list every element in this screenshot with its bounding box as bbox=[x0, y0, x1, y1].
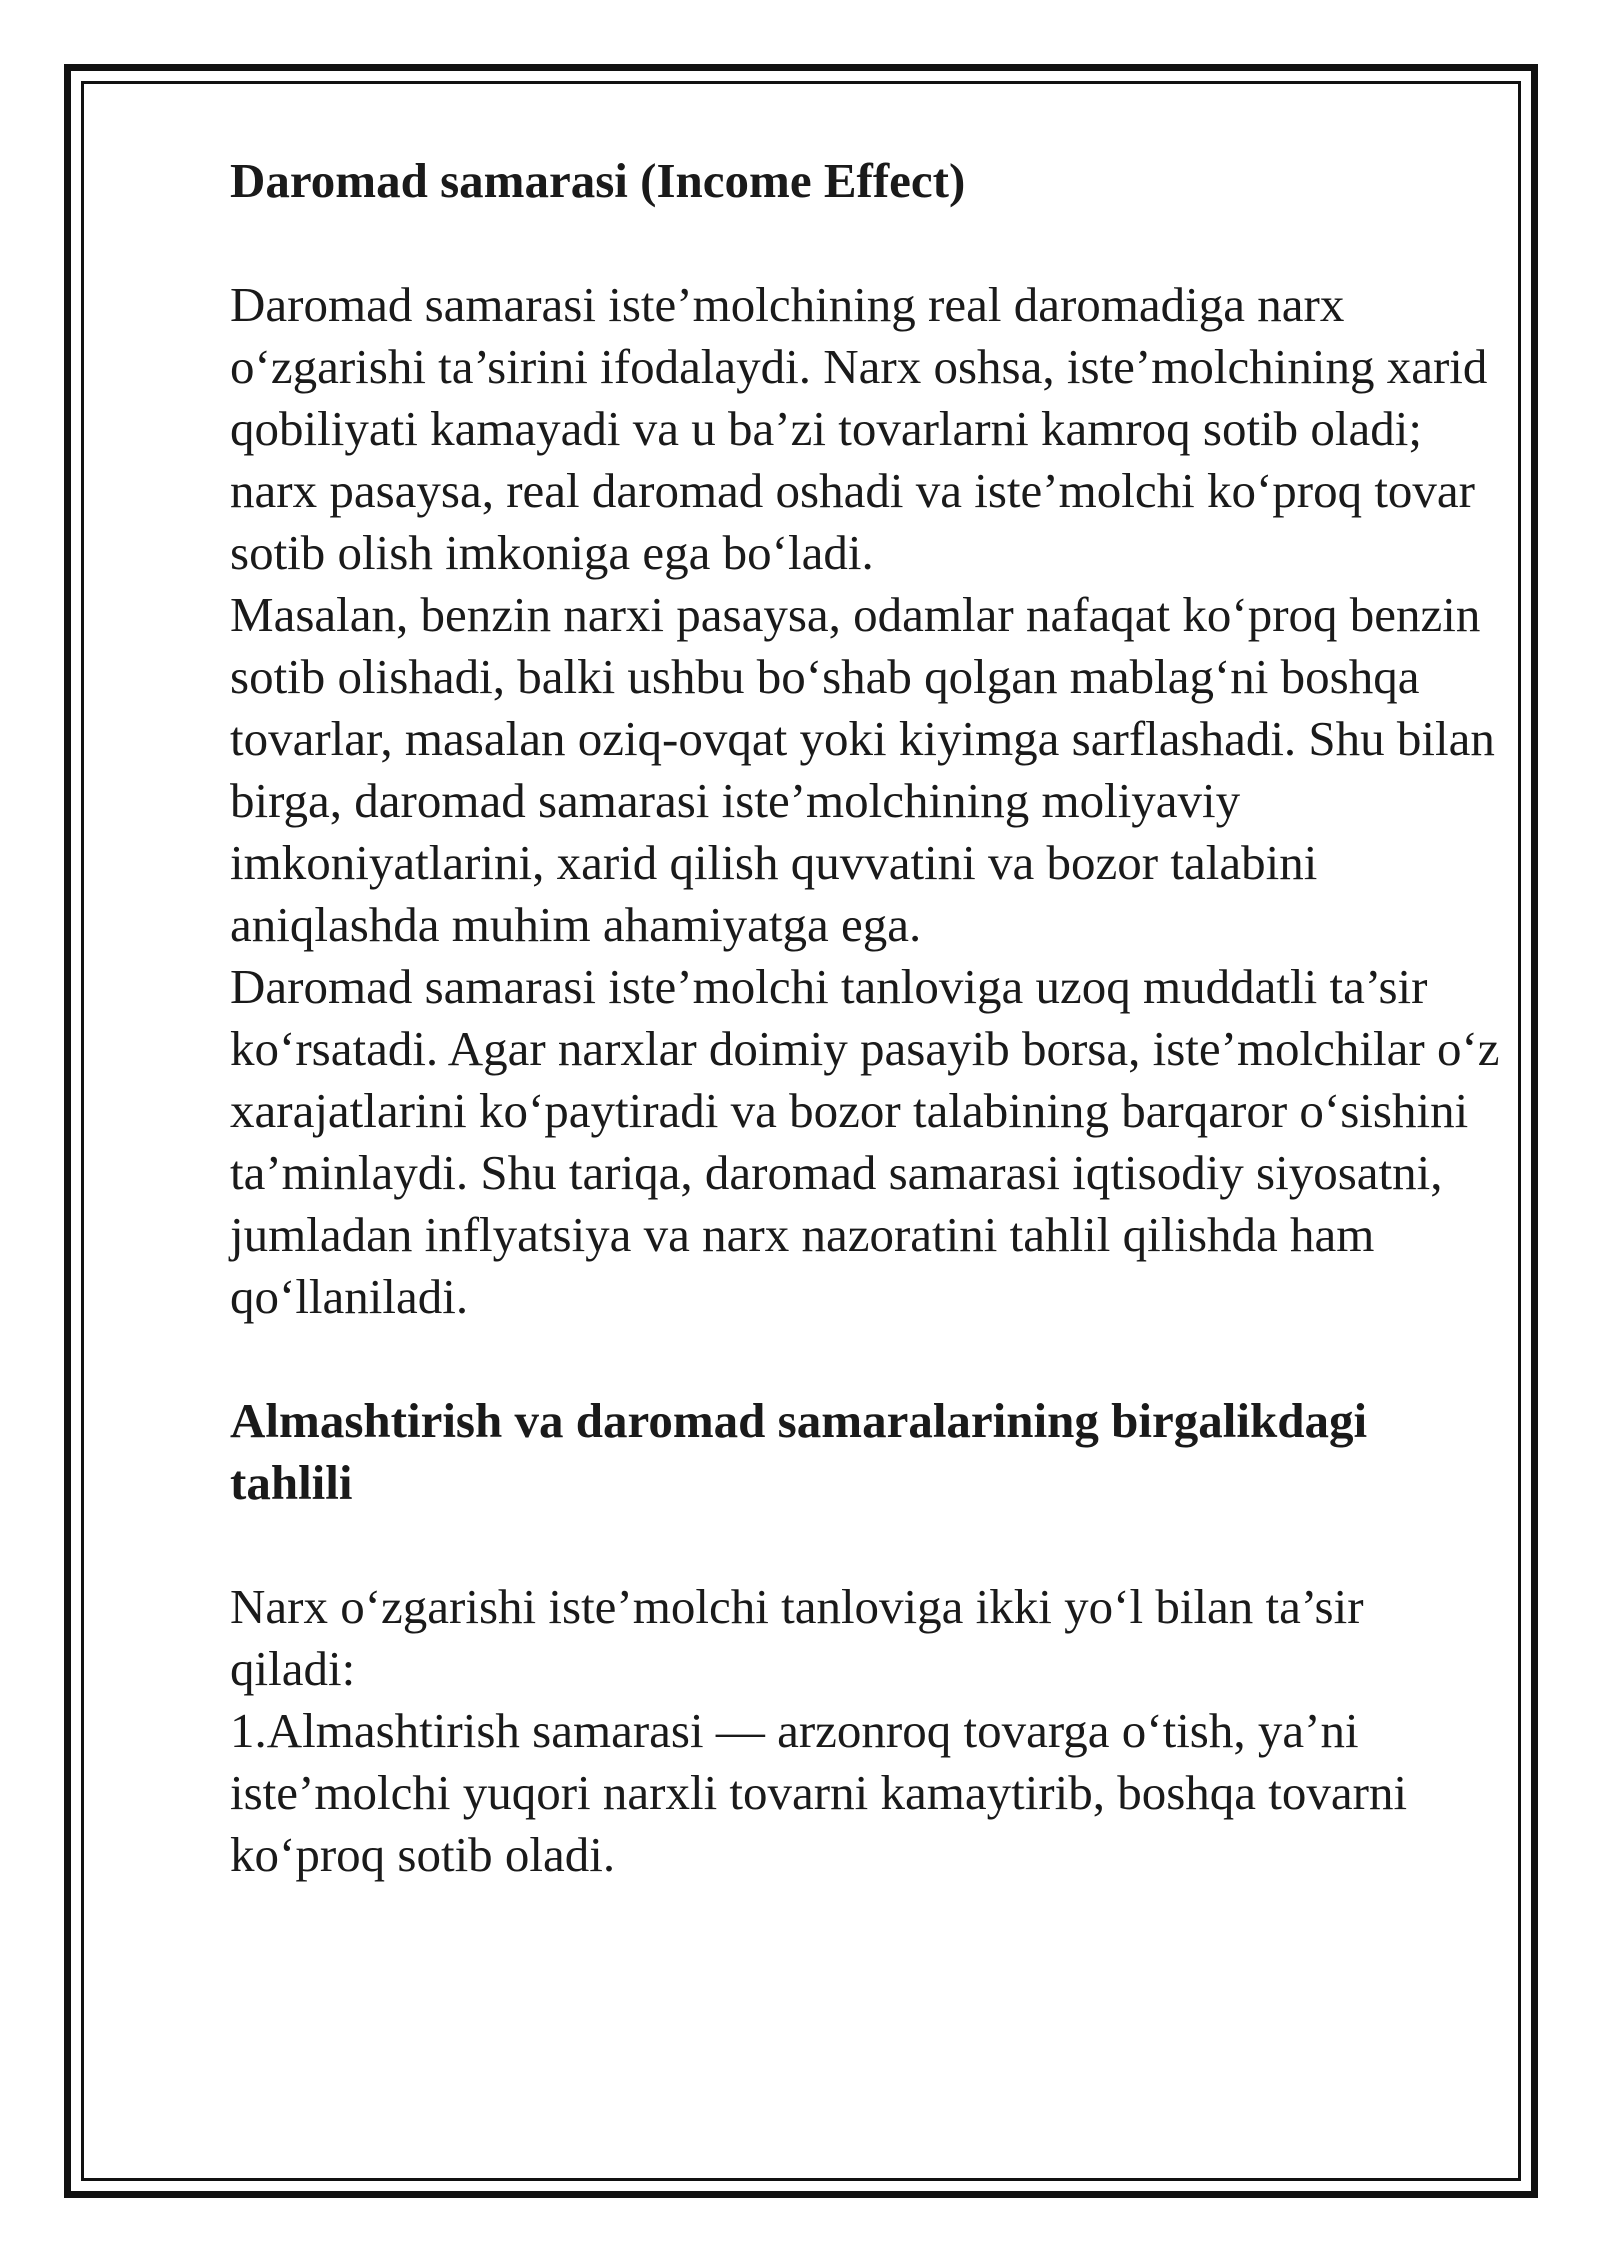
spacer bbox=[230, 1514, 1500, 1576]
paragraph-income-example: Masalan, benzin narxi pasaysa, odamlar nafaqat ko‘proq benzin sotib olishadi, balki ushbu bo‘shab qolgan mablag‘ni boshqa tovarlar, masalan oziq-ovqat yoki kiyimga sarflashadi. Shu bilan birga, daromad samarasi iste’molchining moliyaviy imkoniyatlarini, xarid qilish quvvatini va bozor talabini aniqlashda muhim ahamiyatga ega. bbox=[230, 587, 1495, 952]
document-body bbox=[230, 150, 1500, 1886]
paragraph-substitution-effect: 1.Almashtirish samarasi — arzonroq tovarga o‘tish, ya’ni iste’molchi yuqori narxli tovarni kamaytirib, boshqa tovarni ko‘proq sotib oladi. bbox=[230, 1703, 1408, 1882]
spacer bbox=[230, 1328, 1500, 1390]
spacer bbox=[230, 212, 1500, 274]
paragraph-income-long-term: Daromad samarasi iste’molchi tanloviga uzoq muddatli ta’sir ko‘rsatadi. Agar narxlar doimiy pasayib borsa, iste’molchilar o‘z xarajatlarini ko‘paytiradi va bozor talabining barqaror o‘sishini ta’minlaydi. Shu tariqa, daromad samarasi iqtisodiy siyosatni, jumladan inflyatsiya va narx nazoratini tahlil qilishda ham qo‘llaniladi. bbox=[230, 959, 1500, 1324]
paragraph-income-definition: Daromad samarasi iste’molchining real daromadiga narx o‘zgarishi ta’sirini ifodalaydi. Narx oshsa, iste’molchining xarid qobiliyati kamayadi va u ba’zi tovarlarni kamroq sotib oladi; narx pasaysa, real daromad oshadi va iste’molchi ko‘proq tovar sotib olish imkoniga ega bo‘ladi. bbox=[230, 277, 1488, 580]
section-heading-combined-analysis: Almashtirish va daromad samaralarining birgalikdagi tahlili bbox=[230, 1393, 1368, 1510]
section-heading-income-effect: Daromad samarasi (Income Effect) bbox=[230, 153, 966, 208]
paragraph-price-change-intro: Narx o‘zgarishi iste’molchi tanloviga ikki yo‘l bilan ta’sir qiladi: bbox=[230, 1579, 1364, 1696]
